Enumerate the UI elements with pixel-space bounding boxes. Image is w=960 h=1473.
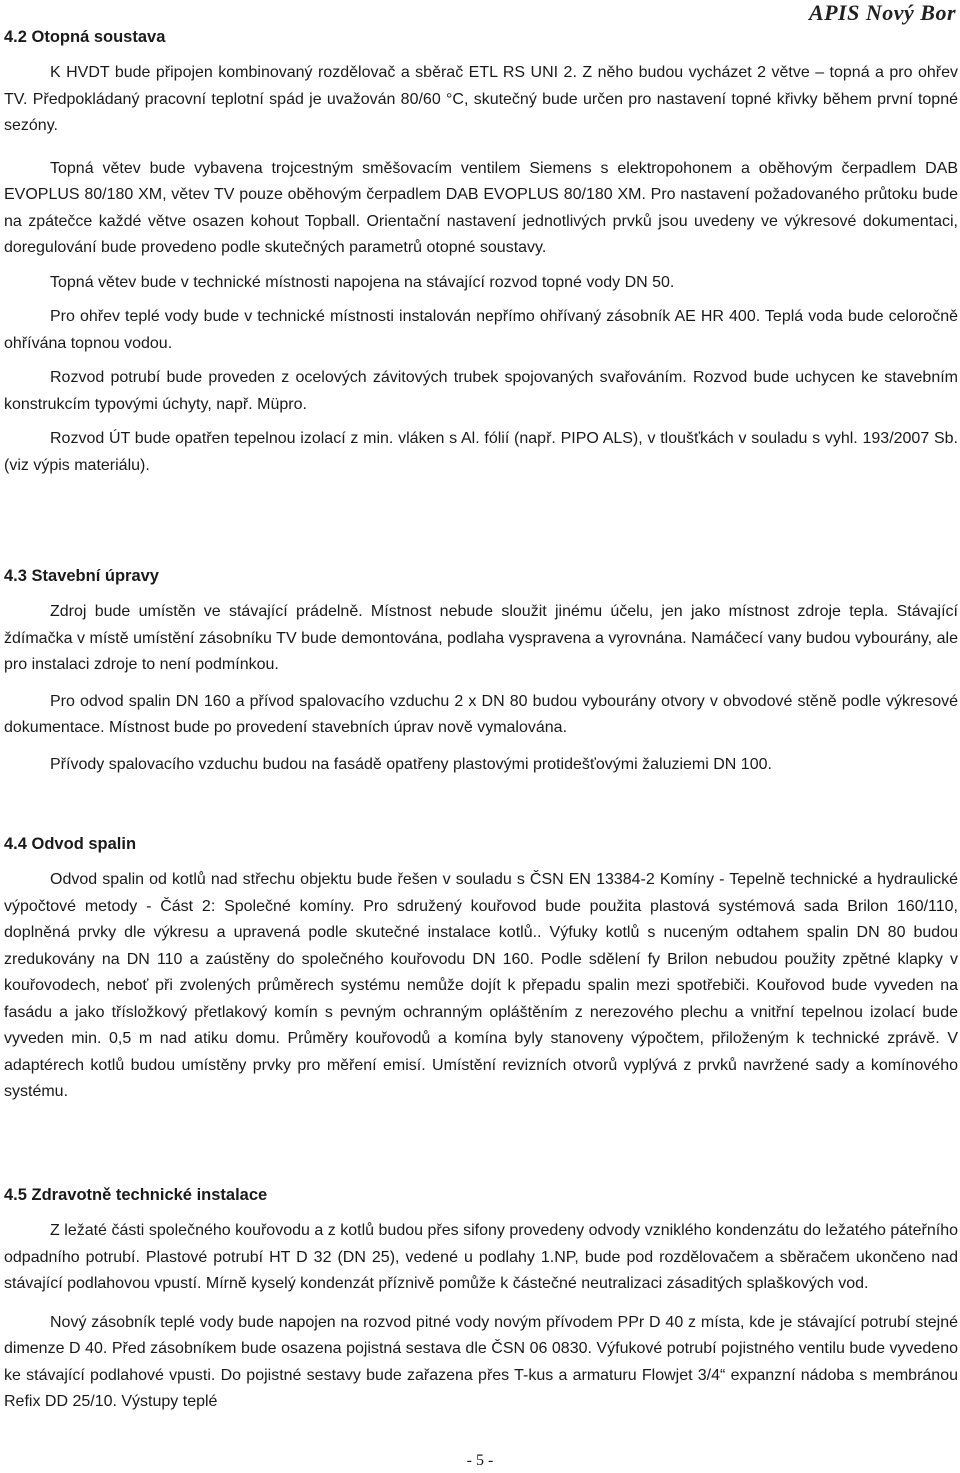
section-odvod-spalin bbox=[4, 835, 958, 1106]
section-heading: 4.5 Zdravotně technické instalace bbox=[4, 1186, 268, 1204]
paragraph: Nový zásobník teplé vody bude napojen na rozvod pitné vody novým přívodem PPr D 40 z místa, kde je stávající potrubí stejné dimenze D 40. Před zásobníkem bude osazena pojistná sestava dle ČSN 06 0830. Výfukové potrubí pojistného ventilu bude vyvedeno ke stávající podlahové vpusti. Do pojistné sestavy bude zařazena přes T-kus a armaturu Flowjet 3/4“ expanzní nádoba s membránou Refix DD 25/10. Výstupy teplé bbox=[4, 1313, 958, 1410]
section-zdravotne-technicke-instalace bbox=[4, 1186, 958, 1416]
section-heading: 4.2 Otopná soustava bbox=[4, 28, 166, 46]
paragraph: Topná větev bude v technické místnosti napojena na stávající rozvod topné vody DN 50. bbox=[50, 273, 675, 291]
section-otopna-soustava bbox=[4, 28, 958, 479]
paragraph: Z ležaté části společného kouřovodu a z kotlů budou přes sifony provedeny odvody vzniklého kondenzátu do ležatého páteřního odpadního potrubí. Plastové potrubí HT D 32 (DN 25), vedené u podlahy 1.NP, bude pod rozdělovačem a sběračem ukončeno nad stávající podlahovou vpustí. Mírně kyselý kondenzát příznivě pomůže k částečné neutralizaci zásaditých splaškových vod. bbox=[4, 1222, 958, 1292]
paragraph: Pro ohřev teplé vody bude v technické místnosti instalován nepřímo ohřívaný zásobník AE HR 400. Teplá voda bude celoročně ohřívána topnou vodou. bbox=[4, 308, 958, 352]
section-stavebni-upravy bbox=[4, 567, 958, 778]
section-heading: 4.4 Odvod spalin bbox=[4, 835, 137, 853]
section-heading: 4.3 Stavební úpravy bbox=[4, 567, 159, 585]
paragraph: Rozvod potrubí bude proveden z ocelových závitových trubek spojovaných svařováním. Rozvod bude uchycen ke stavebním konstrukcím typovými úchyty, např. Müpro. bbox=[4, 369, 958, 413]
page-number: - 5 - bbox=[466, 1452, 494, 1469]
paragraph: Topná větev bude vybavena trojcestným směšovacím ventilem Siemens s elektropohonem a oběhovým čerpadlem DAB EVOPLUS 80/180 XM, větev TV pouze oběhovým čerpadlem DAB EVOPLUS 80/180 XM. Pro nastavení požadovaného průtoku bude na zpátečce každé větve osazen kohout Topball. Orientační nastavení jednotlivých prvků jsou uvedeny ve výkresové dokumentaci, doregulování bude provedeno podle skutečných parametrů otopné soustavy. bbox=[4, 159, 958, 256]
paragraph: Přívody spalovacího vzduchu budou na fasádě opatřeny plastovými protidešťovými žaluziemi DN 100. bbox=[50, 755, 772, 773]
paragraph: Odvod spalin od kotlů nad střechu objektu bude řešen v souladu s ČSN EN 13384-2 Komíny - Tepelně technické a hydraulické výpočtové metody - Část 2: Společné komíny. Pro sdružený kouřovod bude použita plastová systémová sada Brilon 160/110, doplněná prvky dle výkresu a upravená podle skutečné instalace kotlů.. Výfuky kotlů s nuceným odtahem spalin DN 80 budou zredukovány na DN 110 a zaústěny do společného kouřovodu DN 160. Podle sdělení fy Brilon nebudou použity zpětné klapky v kouřovodech, neboť při zvolených průměrech systému nemůže dojít k přepadu spalin mezi spotřebiči. Kouřovod bude vyveden na fasádu a jako třísložkový přetlakový komín s pevným ochranným opláštěním z nerezového plechu a vnitřní tepelnou izolací bude vyveden min. 0,5 m nad atiku domu. Průměry kouřovodů a komína byly stanoveny výpočtem, přiloženým k technické zprávě. V adaptérech kotlů budou umístěny prvky pro měření emisí. Umístění revizních otvorů vyplývá z prvků navržené sady a komínového systému. bbox=[4, 871, 958, 1100]
paragraph: Pro odvod spalin DN 160 a přívod spalovacího vzduchu 2 x DN 80 budou vybourány otvory v obvodové stěně podle výkresové dokumentace. Místnost bude po provedení stavebních úprav nově vymalována. bbox=[4, 692, 958, 736]
paragraph: Rozvod ÚT bude opatřen tepelnou izolací z min. vláken s Al. fólií (např. PIPO ALS), v tloušťkách v souladu s vyhl. 193/2007 Sb. (viz výpis materiálu). bbox=[4, 430, 958, 474]
company-brand: APIS Nový Bor bbox=[808, 0, 956, 25]
paragraph: Zdroj bude umístěn ve stávající prádelně. Místnost nebude sloužit jinému účelu, jen jako místnost zdroje tepla. Stávající ždímačka v místě umístění zásobníku TV bude demontována, podlaha vyspravena a vyrovnána. Namáčecí vany budou vybourány, ale pro instalaci zdroje to není podmínkou. bbox=[4, 603, 958, 673]
paragraph: K HVDT bude připojen kombinovaný rozdělovač a sběrač ETL RS UNI 2. Z něho budou vycházet 2 větve – topná a pro ohřev TV. Předpokládaný pracovní teplotní spád je uvažován 80/60 °C, skutečný bude určen pro nastavení topné křivky během první topné sezóny. bbox=[4, 64, 958, 134]
